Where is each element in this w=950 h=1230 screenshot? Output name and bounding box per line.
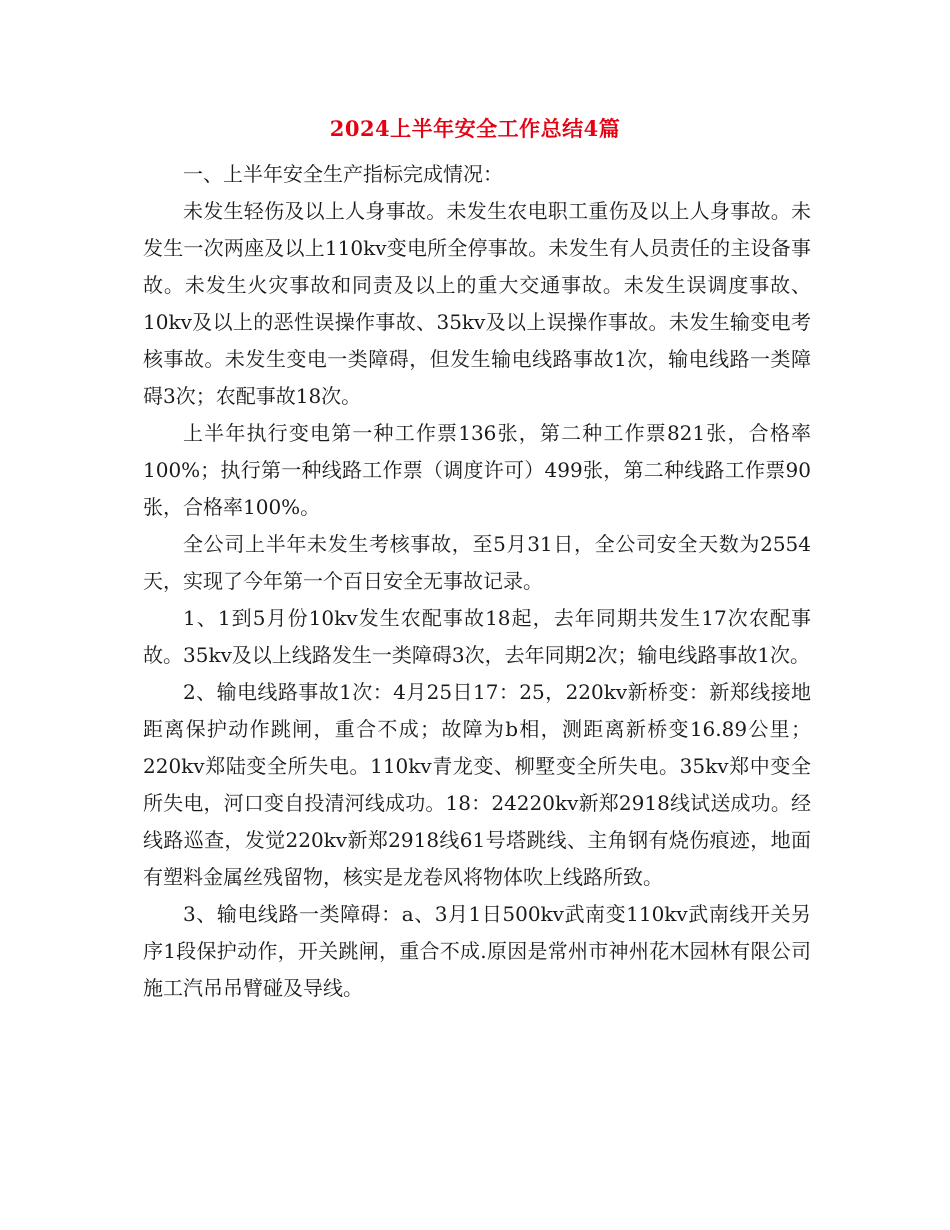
document-body	[143, 156, 811, 1007]
paragraph-section-heading: 一、上半年安全生产指标完成情况：	[183, 162, 503, 186]
paragraph-work-tickets: 上半年执行变电第一种工作票136张，第二种工作票821张，合格率100%；执行第一种线路工作票（调度许可）499张，第二种线路工作票90张，合格率100%。	[143, 421, 811, 519]
paragraph-item-2: 2、输电线路事故1次：4月25日17：25，220kv新桥变：新郑线接地距离保护动作跳闸，重合不成；故障为b相，测距离新桥变16.89公里；220kv郑陆变全所失电。110kv青龙变、柳墅变全所失电。35kv郑中变全所失电，河口变自投清河线成功。18：24220kv新郑2918线试送成功。经线路巡查，发觉220kv新郑2918线61号塔跳线、主角钢有烧伤痕迹，地面有塑料金属丝残留物，核实是龙卷风将物体吹上线路所致。	[143, 680, 811, 889]
paragraph-item-1: 1、1到5月份10kv发生农配事故18起，去年同期共发生17次农配事故。35kv及以上线路发生一类障碍3次，去年同期2次；输电线路事故1次。	[143, 606, 811, 667]
document-title: 2024上半年安全工作总结4篇	[329, 116, 621, 141]
paragraph-safety-days: 全公司上半年未发生考核事故，至5月31日，全公司安全天数为2554天，实现了今年第一个百日安全无事故记录。	[143, 532, 811, 593]
paragraph-indicators: 未发生轻伤及以上人身事故。未发生农电职工重伤及以上人身事故。未发生一次两座及以上110kv变电所全停事故。未发生有人员责任的主设备事故。未发生火灾事故和同责及以上的重大交通事故。未发生误调度事故、10kv及以上的恶性误操作事故、35kv及以上误操作事故。未发生输变电考核事故。未发生变电一类障碍，但发生输电线路事故1次，输电线路一类障碍3次；农配事故18次。	[143, 199, 811, 408]
paragraph-item-3: 3、输电线路一类障碍：a、3月1日500kv武南变110kv武南线开关另序1段保护动作，开关跳闸，重合不成.原因是常州市神州花木园林有限公司施工汽吊吊臂碰及导线。	[143, 902, 811, 1000]
